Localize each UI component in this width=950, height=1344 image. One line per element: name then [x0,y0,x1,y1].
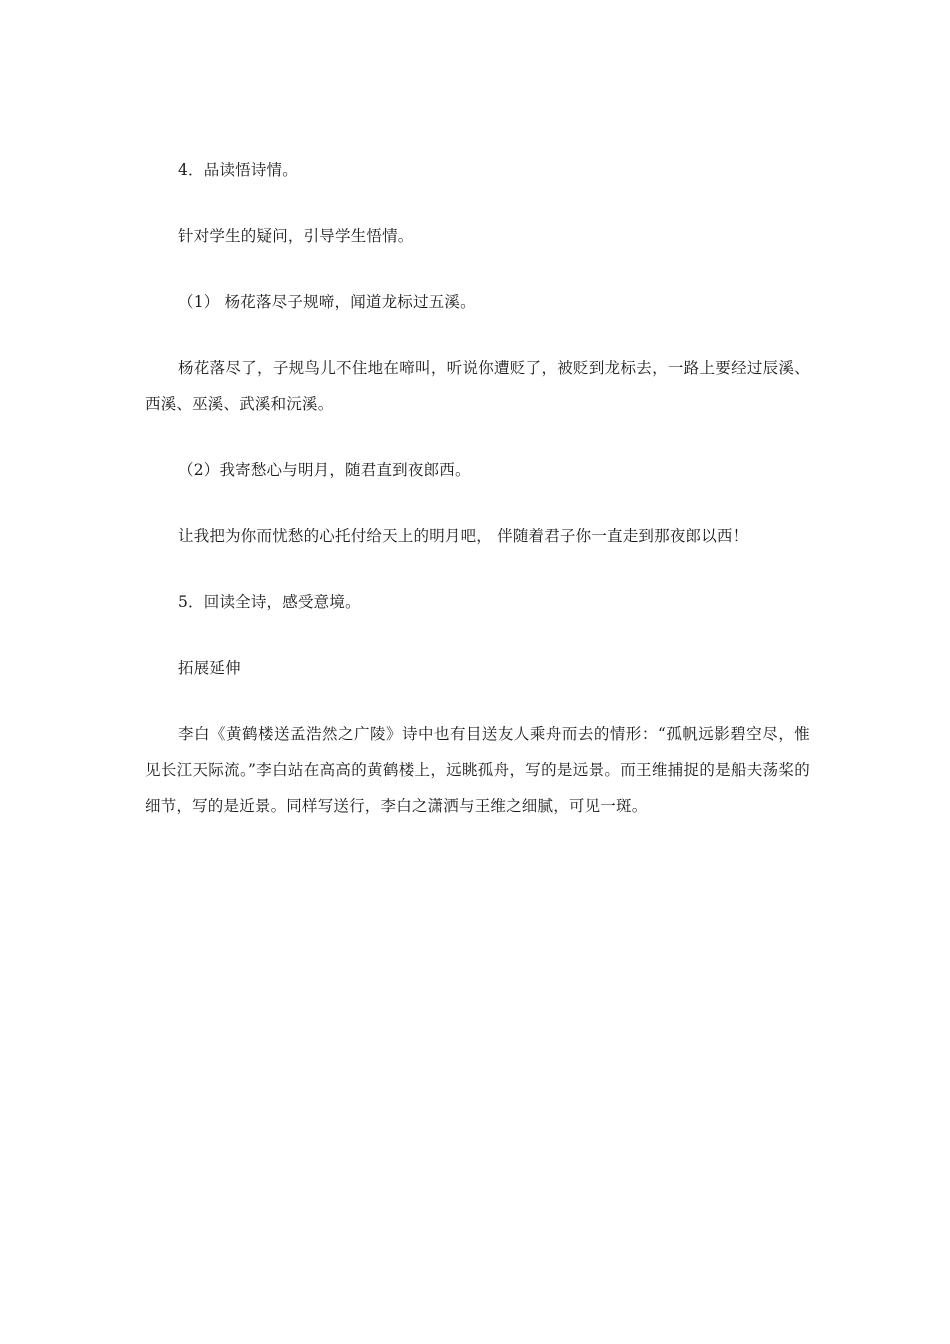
paragraph-poem-line-2: （2）我寄愁心与明月，随君直到夜郎西。 [178,461,471,479]
paragraph-poem-line-1-explanation: 杨花落尽了，子规鸟儿不住地在啼叫，听说你遭贬了，被贬到龙标去，一路上要经过辰溪、西溪、巫溪、武溪和沅溪。 [145,359,810,413]
document-body [145,152,810,824]
paragraph-extension-body: 李白《黄鹤楼送孟浩然之广陵》诗中也有目送友人乘舟而去的情形：“孤帆远影碧空尽，惟见长江天际流。”李白站在高高的黄鹤楼上，远眺孤舟，写的是远景。而王维捕捉的是船夫荡桨的细节，写的是近景。同样写送行，李白之潇洒与王维之细腻，可见一斑。 [145,725,810,815]
paragraph-poem-line-1: （1） 杨花落尽子规啼，闻道龙标过五溪。 [178,293,476,311]
paragraph-step-5-heading: 5．回读全诗，感受意境。 [178,593,361,611]
paragraph-guide-students: 针对学生的疑问，引导学生悟情。 [178,227,414,245]
paragraph-poem-line-2-explanation: 让我把为你而忧愁的心托付给天上的明月吧， 伴随着君子你一直走到那夜郎以西！ [178,527,749,545]
paragraph-step-4-heading: 4．品读悟诗情。 [178,161,298,179]
paragraph-extension-heading: 拓展延伸 [178,659,241,677]
